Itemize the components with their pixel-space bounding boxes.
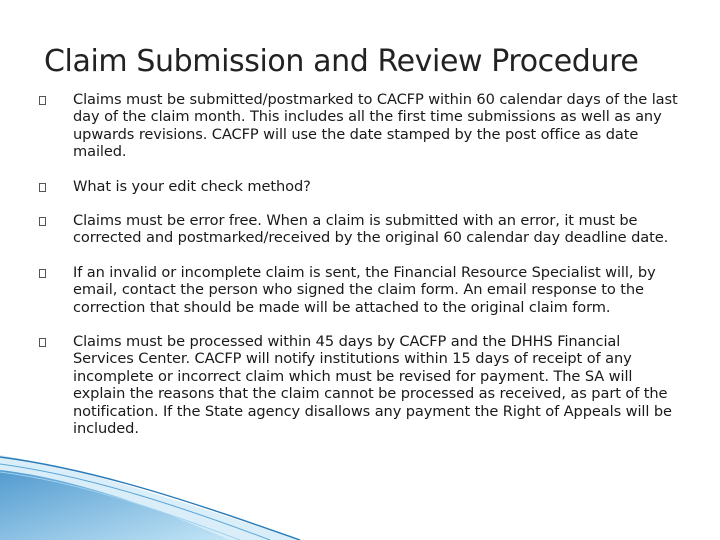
square-bullet-icon <box>39 96 46 105</box>
bullet-item <box>38 333 678 437</box>
bullet-item <box>38 91 678 161</box>
bullet-text: Claims must be processed within 45 days by CACFP and the DHHS Financial Services Center. CACFP will notify institutions within 15 days of receipt of any incomplete or incorrect claim which must be revised for payment. The SA will explain the reasons that the claim cannot be processed as received, as part of the notification. If the State agency disallows any payment the Right of Appeals will be included. <box>73 333 672 438</box>
bullet-text: Claims must be submitted/postmarked to CACFP within 60 calendar days of the last day of the claim month. This includes all the first time submissions as well as any upwards revisions. CACFP will use the date stamped by the post office as date mailed. <box>73 91 678 161</box>
bullet-text: Claims must be error free. When a claim is submitted with an error, it must be corrected and postmarked/received by the original 60 calendar day deadline date. <box>73 212 669 247</box>
bullet-text: If an invalid or incomplete claim is sent, the Financial Resource Specialist will, by email, contact the person who signed the claim form. An email response to the correction that should be made will be attached to the original claim form. <box>73 263 656 316</box>
square-bullet-icon <box>39 338 46 347</box>
slide-title: Claim Submission and Review Procedure <box>44 44 639 79</box>
bullet-item <box>38 264 678 316</box>
bullet-list <box>38 91 678 438</box>
bullet-item <box>38 178 678 195</box>
square-bullet-icon <box>39 269 46 278</box>
bullet-item <box>38 212 678 247</box>
bullet-text: What is your edit check method? <box>73 177 311 195</box>
square-bullet-icon <box>39 217 46 226</box>
square-bullet-icon <box>39 183 46 192</box>
